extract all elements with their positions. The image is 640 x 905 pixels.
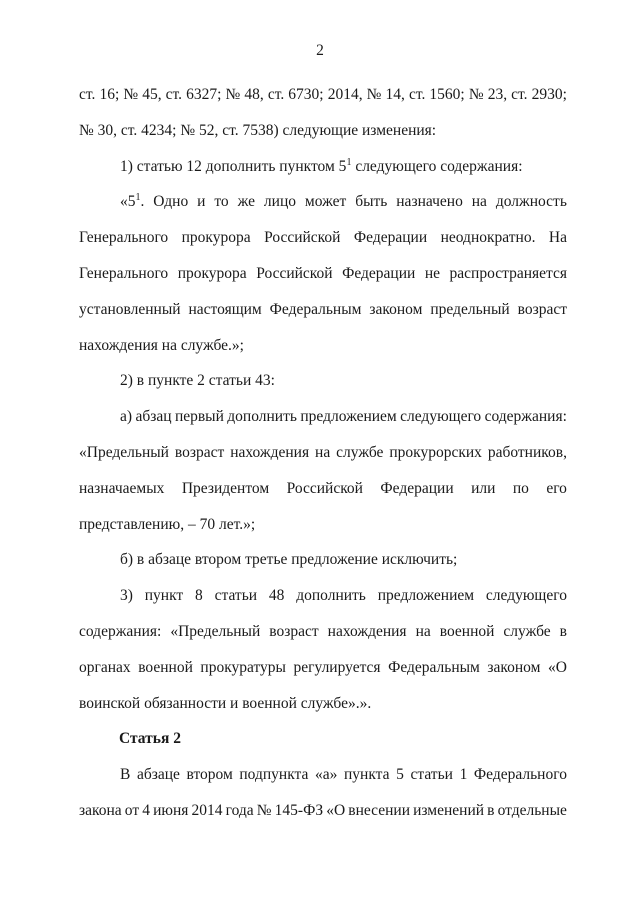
text-line: органах военной прокуратуры регулируется Федеральным законом «О (79, 658, 567, 676)
text-line: ст. 16; № 45, ст. 6327; № 48, ст. 6730; 2014, № 14, ст. 1560; № 23, ст. 2930; (79, 86, 567, 103)
page-number: 2 (316, 42, 324, 59)
text-line: воинской обязанности и военной службе».». (79, 694, 372, 712)
text-line: содержания: «Предельный возраст нахождения на военной службе в (79, 622, 567, 640)
text-line: «Предельный возраст нахождения на службе прокурорских работников, (79, 443, 567, 461)
text-line: представлению, – 70 лет.»; (79, 515, 256, 533)
text-line: 3) пункт 8 статьи 48 дополнить предложением следующего (120, 587, 567, 605)
text-line: В абзаце втором подпункта «а» пункта 5 статьи 1 Федерального (120, 766, 567, 784)
section-heading: Статья 2 (119, 730, 181, 748)
superscript: 1 (135, 192, 141, 204)
text-line: 1) статью 12 дополнить пунктом $5^1$ следующего содержания: (120, 156, 523, 175)
superscript: 1 (346, 156, 352, 168)
text-line: установленный настоящим Федеральным законом предельный возраст (79, 300, 567, 318)
text-line: б) в абзаце втором третье предложение исключить; (120, 551, 458, 569)
text-line: Генерального прокурора Российской Федерации не распространяется (79, 264, 567, 282)
document-body (79, 77, 567, 829)
text-line: закона от 4 июня 2014 года № 145-ФЗ «О внесении изменений в отдельные (79, 801, 567, 819)
text-line: Генерального прокурора Российской Федерации неоднократно. На (79, 229, 567, 247)
text-line: № 30, ст. 4234; № 52, ст. 7538) следующие изменения: (79, 121, 437, 139)
text-line: 2) в пункте 2 статьи 43: (120, 372, 275, 390)
text-line: а) абзац первый дополнить предложением следующего содержания: (120, 408, 567, 426)
text-line: назначаемых Президентом Российской Федерации или по его (79, 479, 567, 497)
text-line: «$5^1$. Одно и то же лицо может быть назначено на должность (120, 192, 567, 211)
text-line: нахождения на службе.»; (79, 336, 244, 354)
